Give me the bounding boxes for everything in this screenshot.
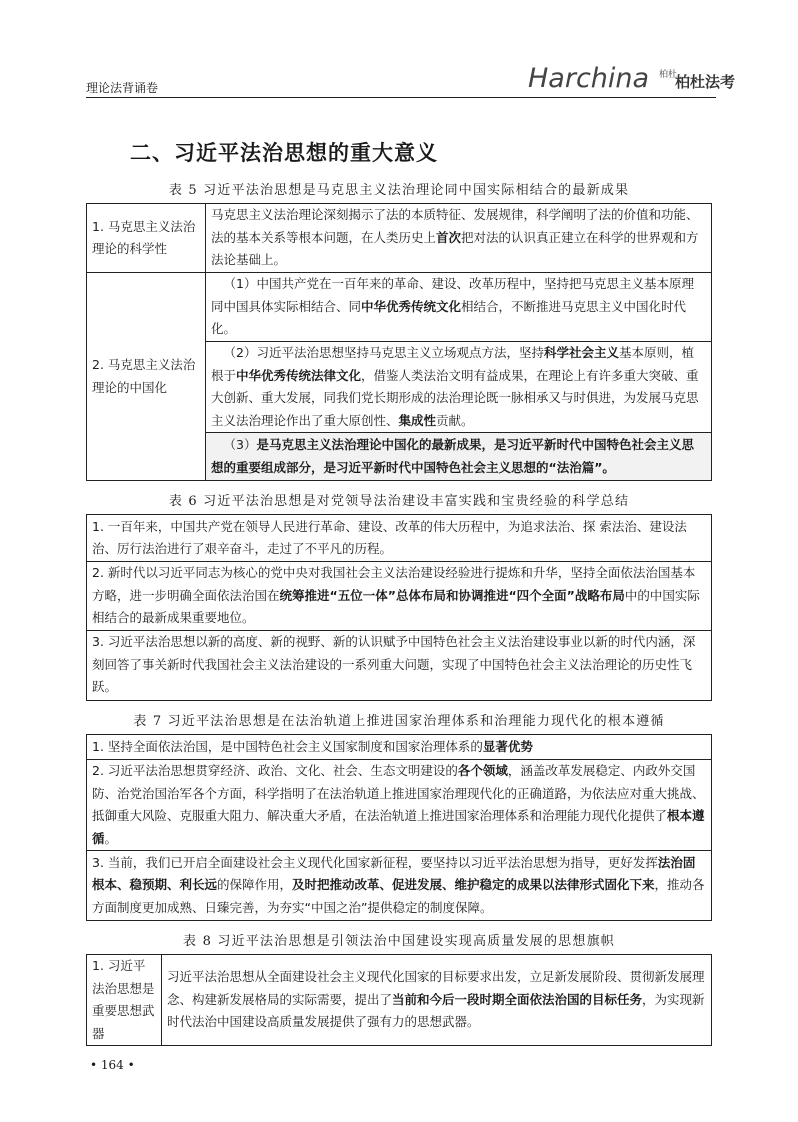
section-title: 二、习近平法治思想的重大意义 xyxy=(130,141,438,165)
table5 xyxy=(86,203,712,481)
svg-text:柏杜: 柏杜 xyxy=(659,70,678,80)
table-row xyxy=(87,562,712,631)
table6-cell-1: 1. 一百年来，中国共产党在领导人民进行革命、建设、改革的伟大历程中，为追求法治、探 索法治、建设法治、厉行法治进行了艰辛奋斗，走过了不平凡的历程。 xyxy=(87,515,712,562)
table6-cell-3: 3. 习近平法治思想以新的高度、新的视野、新的认识赋予中国特色社会主义法治建设事业以新的时代内涵，深刻回答了事关新时代我国社会主义法治建设的一系列重大问题，实现了中国特色社会主义法治理论的历史性飞跃。 xyxy=(87,630,712,700)
table-row xyxy=(87,273,712,342)
table-row xyxy=(87,735,712,760)
table5-label-2: 2. 马克思主义法治理论的中国化 xyxy=(87,273,206,481)
page-number: • 164 • xyxy=(90,1058,135,1072)
table8 xyxy=(86,954,712,1046)
table8-label-1: 1. 习近平法治思想是重要思想武器 xyxy=(87,955,162,1046)
table7-cell-3: 3. 当前，我们已开启全面建设社会主义现代化国家新征程，要坚持以习近平法治思想为指导，更好发挥法治固根本、稳预期、利长远的保障作用，及时把推动改革、促进发展、维护稳定的成果以法律形式固化下来，推动各方面制度更加成熟、日臻完善，为夯实“中国之治”提供稳定的制度保障。 xyxy=(87,851,712,921)
table5-cell-2-1: （1）中国共产党在一百年来的革命、建设、改革历程中，坚持把马克思主义基本原理同中国具体实际相结合、同中华优秀传统文化相结合，不断推进马克思主义中国化时代化。 xyxy=(206,273,712,342)
table-row xyxy=(87,760,712,851)
svg-text:柏杜法考: 柏杜法考 xyxy=(675,73,736,91)
table7-cell-2: 2. 习近平法治思想贯穿经济、政治、文化、社会、生态文明建设的各个领域，涵盖改革发展稳定、内政外交国防、治党治国治军各个方面，科学指明了在法治轨道上推进国家治理现代化的正确道路，为依法应对重大挑战、抵御重大风险、克服重大阻力、解决重大矛盾，在法治轨道上推进国家治理体系和治理能力现代化提供了根本遵循。 xyxy=(87,760,712,851)
table8-caption: 表 8 习近平法治思想是引领法治中国建设实现高质量发展的思想旗帜 xyxy=(183,934,615,949)
table6-caption: 表 6 习近平法治思想是对党领导法治建设丰富实践和宝贵经验的科学总结 xyxy=(168,494,630,509)
table7 xyxy=(86,734,712,921)
table5-caption: 表 5 习近平法治思想是马克思主义法治理论同中国实际相结合的最新成果 xyxy=(168,183,630,198)
table5-cell-2-3: （3）是马克思主义法治理论中国化的最新成果，是习近平新时代中国特色社会主义思想的重要组成部分，是习近平新时代中国特色社会主义思想的“法治篇”。 xyxy=(206,433,712,481)
header-divider xyxy=(86,97,716,98)
table-row xyxy=(87,630,712,700)
table7-cell-1: 1. 坚持全面依法治国，是中国特色社会主义国家制度和国家治理体系的显著优势 xyxy=(87,735,712,760)
table7-caption: 表 7 习近平法治思想是在法治轨道上推进国家治理体系和治理能力现代化的根本遵循 xyxy=(133,714,665,729)
logo-icon xyxy=(528,60,736,96)
table8-cell-1: 习近平法治思想从全面建设社会主义现代化国家的目标要求出发，立足新发展阶段、贯彻新发展理念、构建新发展格局的实际需要，提出了当前和今后一段时期全面依法治国的目标任务，为实现新时代法治中国建设高质量发展提供了强有力的思想武器。 xyxy=(162,955,712,1046)
publisher-logo xyxy=(528,60,736,96)
table5-cell-2-2: （2）习近平法治思想坚持马克思主义立场观点方法，坚持科学社会主义基本原则，植根于中华优秀传统法律文化，借鉴人类法治文明有益成果，在理论上有许多重大突破、重大创新、重大发展，同我们党长期形成的法治理论既一脉相承又与时俱进，为发展马克思主义法治理论作出了重大原创性、集成性贡献。 xyxy=(206,342,712,433)
table5-cell-1: 马克思主义法治理论深刻揭示了法的本质特征、发展规律，科学阐明了法的价值和功能、法的基本关系等根本问题，在人类历史上首次把对法的认识真正建立在科学的世界观和方法论基础上。 xyxy=(206,204,712,273)
table-row xyxy=(87,515,712,562)
table5-label-1: 1. 马克思主义法治理论的科学性 xyxy=(87,204,206,273)
running-header: 理论法背诵卷 xyxy=(86,81,159,95)
table-row xyxy=(87,204,712,273)
table-row xyxy=(87,851,712,921)
table6-cell-2: 2. 新时代以习近平同志为核心的党中央对我国社会主义法治建设经验进行提炼和升华，坚持全面依法治国基本方略，进一步明确全面依法治国在统筹推进“五位一体”总体布局和协调推进“四个全面”战略布局中的中国实际相结合的最新成果重要地位。 xyxy=(87,562,712,631)
svg-text:Harchina: Harchina xyxy=(528,63,650,94)
table6 xyxy=(86,514,712,701)
table-row xyxy=(87,955,712,1046)
